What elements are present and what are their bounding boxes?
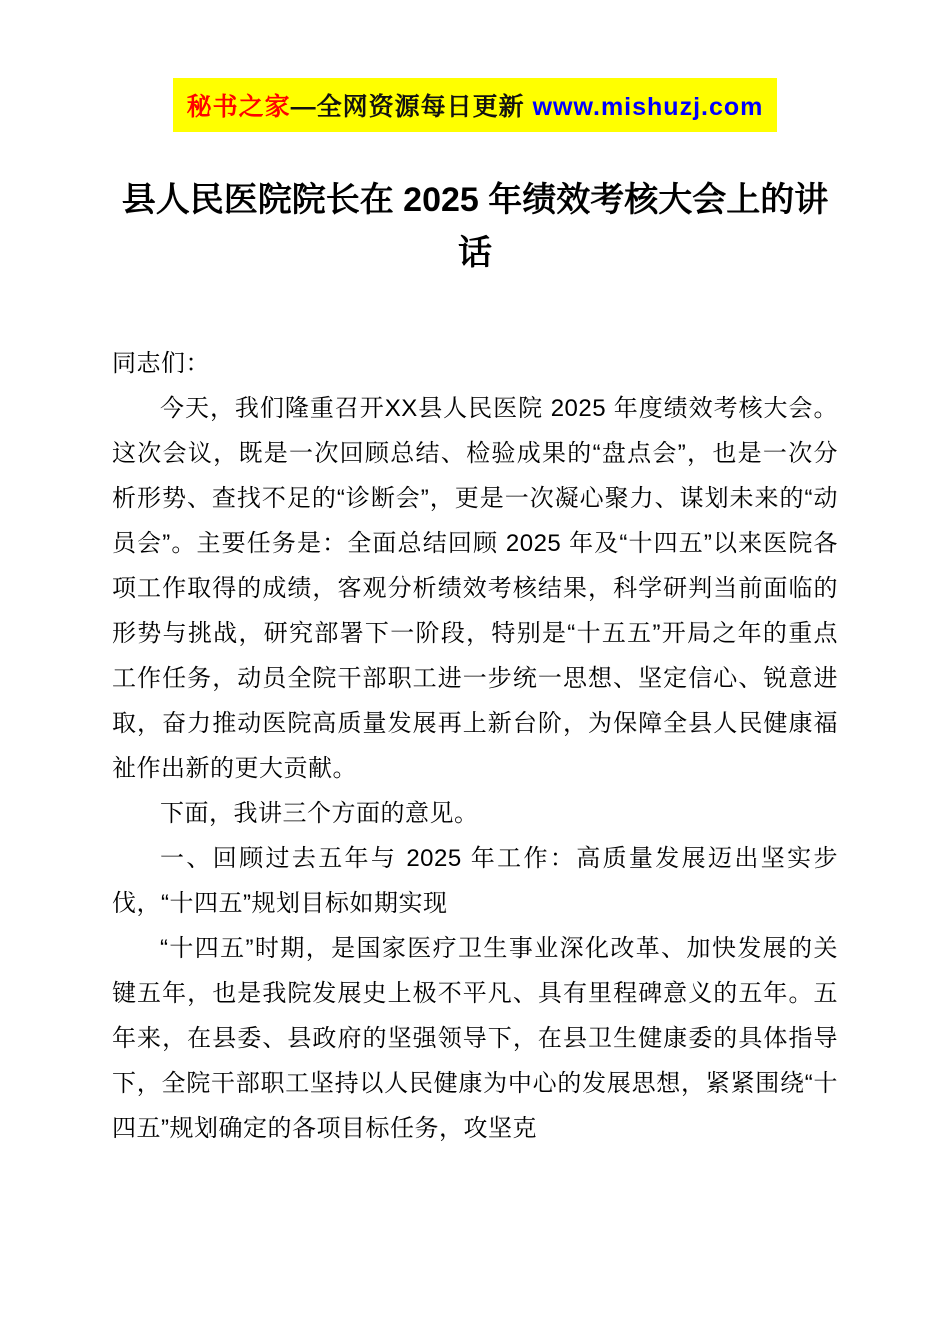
- paragraph-opening: 今天，我们隆重召开XX县人民医院 2025 年度绩效考核大会。这次会议，既是一次回顾总结、检验成果的“盘点会”，也是一次分析形势、查找不足的“诊断会”，更是一次凝心聚力、谋划未来的“动员会”。主要任务是：全面总结回顾 2025 年及“十四五”以来医院各项工作取得的成绩，客观分析绩效考核结果，科学研判当前面临的形势与挑战，研究部署下一阶段，特别是“十五五”开局之年的重点工作任务，动员全院干部职工进一步统一思想、坚定信心、锐意进取，奋力推动医院高质量发展再上新台阶，为保障全县人民健康福祉作出新的更大贡献。: [112, 395, 838, 783]
- document-body: [0, 341, 950, 1231]
- paragraph-section-heading-1: 一、回顾过去五年与 2025 年工作：高质量发展迈出坚实步伐，“十四五”规划目标如期实现: [112, 845, 838, 918]
- document-title: 县人民医院院长在 2025 年绩效考核大会上的讲话: [121, 181, 829, 272]
- site-tagline: —全网资源每日更新: [290, 93, 533, 121]
- site-header-band: [173, 78, 778, 132]
- site-header: [0, 78, 950, 132]
- paragraph-section-body-1: “十四五”时期，是国家医疗卫生事业深化改革、加快发展的关键五年，也是我院发展史上极不平凡、具有里程碑意义的五年。五年来，在县委、县政府的坚强领导下，在县卫生健康委的具体指导下，全院干部职工坚持以人民健康为中心的发展思想，紧紧围绕“十四五”规划确定的各项目标任务，攻坚克: [112, 935, 838, 1143]
- paragraph-transition: 下面，我讲三个方面的意见。: [160, 800, 479, 828]
- site-url-link[interactable]: www.mishuzj.com: [532, 93, 764, 121]
- paragraph-salutation: 同志们：: [112, 350, 210, 378]
- site-name: 秘书之家: [186, 93, 291, 121]
